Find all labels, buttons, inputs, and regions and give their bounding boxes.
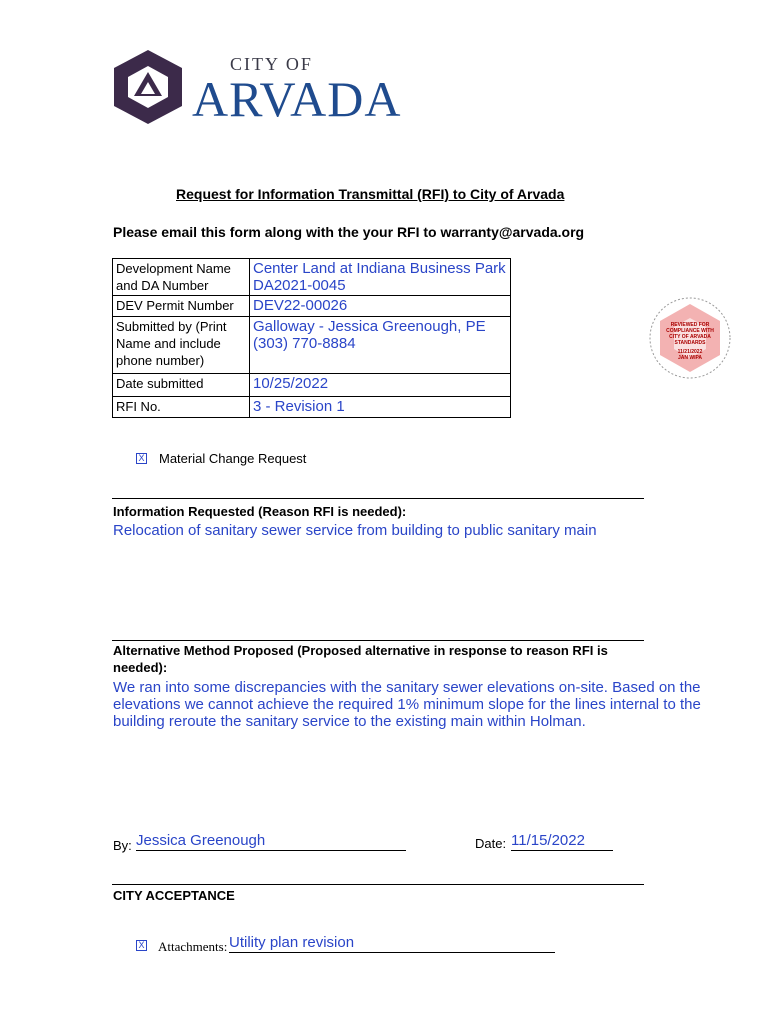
label-rfi-no: RFI No. <box>113 397 250 418</box>
attachments-label: Attachments: <box>158 939 228 954</box>
value-rfi-no: 3 - Revision 1 <box>250 397 511 418</box>
table-row <box>113 317 511 374</box>
stamp-line1: REVIEWED FOR <box>670 322 710 328</box>
logo-arvada: ARVADA <box>192 71 402 127</box>
review-stamp <box>648 296 732 380</box>
by-field[interactable] <box>136 832 406 851</box>
by-value: Jessica Greenough <box>136 832 266 849</box>
stamp-text <box>648 322 732 361</box>
attachments-checkbox[interactable]: X <box>136 940 147 951</box>
divider <box>112 640 644 641</box>
page-title: Request for Information Transmittal (RFI) to City of Arvada <box>176 186 565 202</box>
stamp-date: 11/21/2022 <box>677 349 703 355</box>
arvada-logo <box>112 48 452 128</box>
label-date-submitted: Date submitted <box>113 374 250 397</box>
material-change-checkbox[interactable]: X <box>136 453 147 464</box>
city-acceptance-heading: CITY ACCEPTANCE <box>113 888 235 903</box>
attachments-value: Utility plan revision <box>229 934 355 951</box>
value-development-name: Center Land at Indiana Business Park DA2021-0045 <box>250 259 511 296</box>
info-requested-text: Relocation of sanitary sewer service from building to public sanitary main <box>113 522 597 539</box>
alternative-heading: Alternative Method Proposed (Proposed alternative in response to reason RFI is needed): <box>113 643 608 675</box>
table-row <box>113 397 511 418</box>
by-label: By: <box>113 838 132 853</box>
divider <box>112 498 644 499</box>
date-field[interactable] <box>511 832 613 851</box>
label-development-name: Development Name and DA Number <box>113 259 250 296</box>
value-date-submitted: 10/25/2022 <box>250 374 511 397</box>
attachments-field[interactable] <box>229 934 555 953</box>
arvada-logo-icon <box>112 48 184 126</box>
alternative-text: We ran into some discrepancies with the sanitary sewer elevations on-site. Based on the elevations we cannot achieve the required 1% minimum slope for the lines internal to the building reroute the sanitary service to the existing main within Holman. <box>113 679 701 730</box>
table-row <box>113 296 511 317</box>
value-dev-permit: DEV22-00026 <box>250 296 511 317</box>
label-submitted-by: Submitted by (Print Name and include phone number) <box>113 317 250 374</box>
instruction-text: Please email this form along with the your RFI to warranty@arvada.org <box>113 224 585 240</box>
table-row <box>113 259 511 296</box>
table-row <box>113 374 511 397</box>
divider <box>112 884 644 885</box>
info-table <box>112 258 511 418</box>
date-value: 11/15/2022 <box>511 832 585 849</box>
stamp-initials: JAN WIPA <box>677 355 703 361</box>
stamp-line4: STANDARDS <box>674 340 706 346</box>
stamp-line3: CITY OF ARVADA <box>669 334 711 340</box>
material-change-label: Material Change Request <box>159 451 307 466</box>
value-submitted-by: Galloway - Jessica Greenough, PE (303) 770-8884 <box>250 317 511 374</box>
stamp-line2: COMPLIANCE WITH <box>666 328 714 334</box>
label-dev-permit: DEV Permit Number <box>113 296 250 317</box>
info-requested-heading: Information Requested (Reason RFI is needed): <box>113 504 407 519</box>
date-label: Date: <box>475 836 507 851</box>
logo-city-of: CITY OF <box>230 54 313 74</box>
